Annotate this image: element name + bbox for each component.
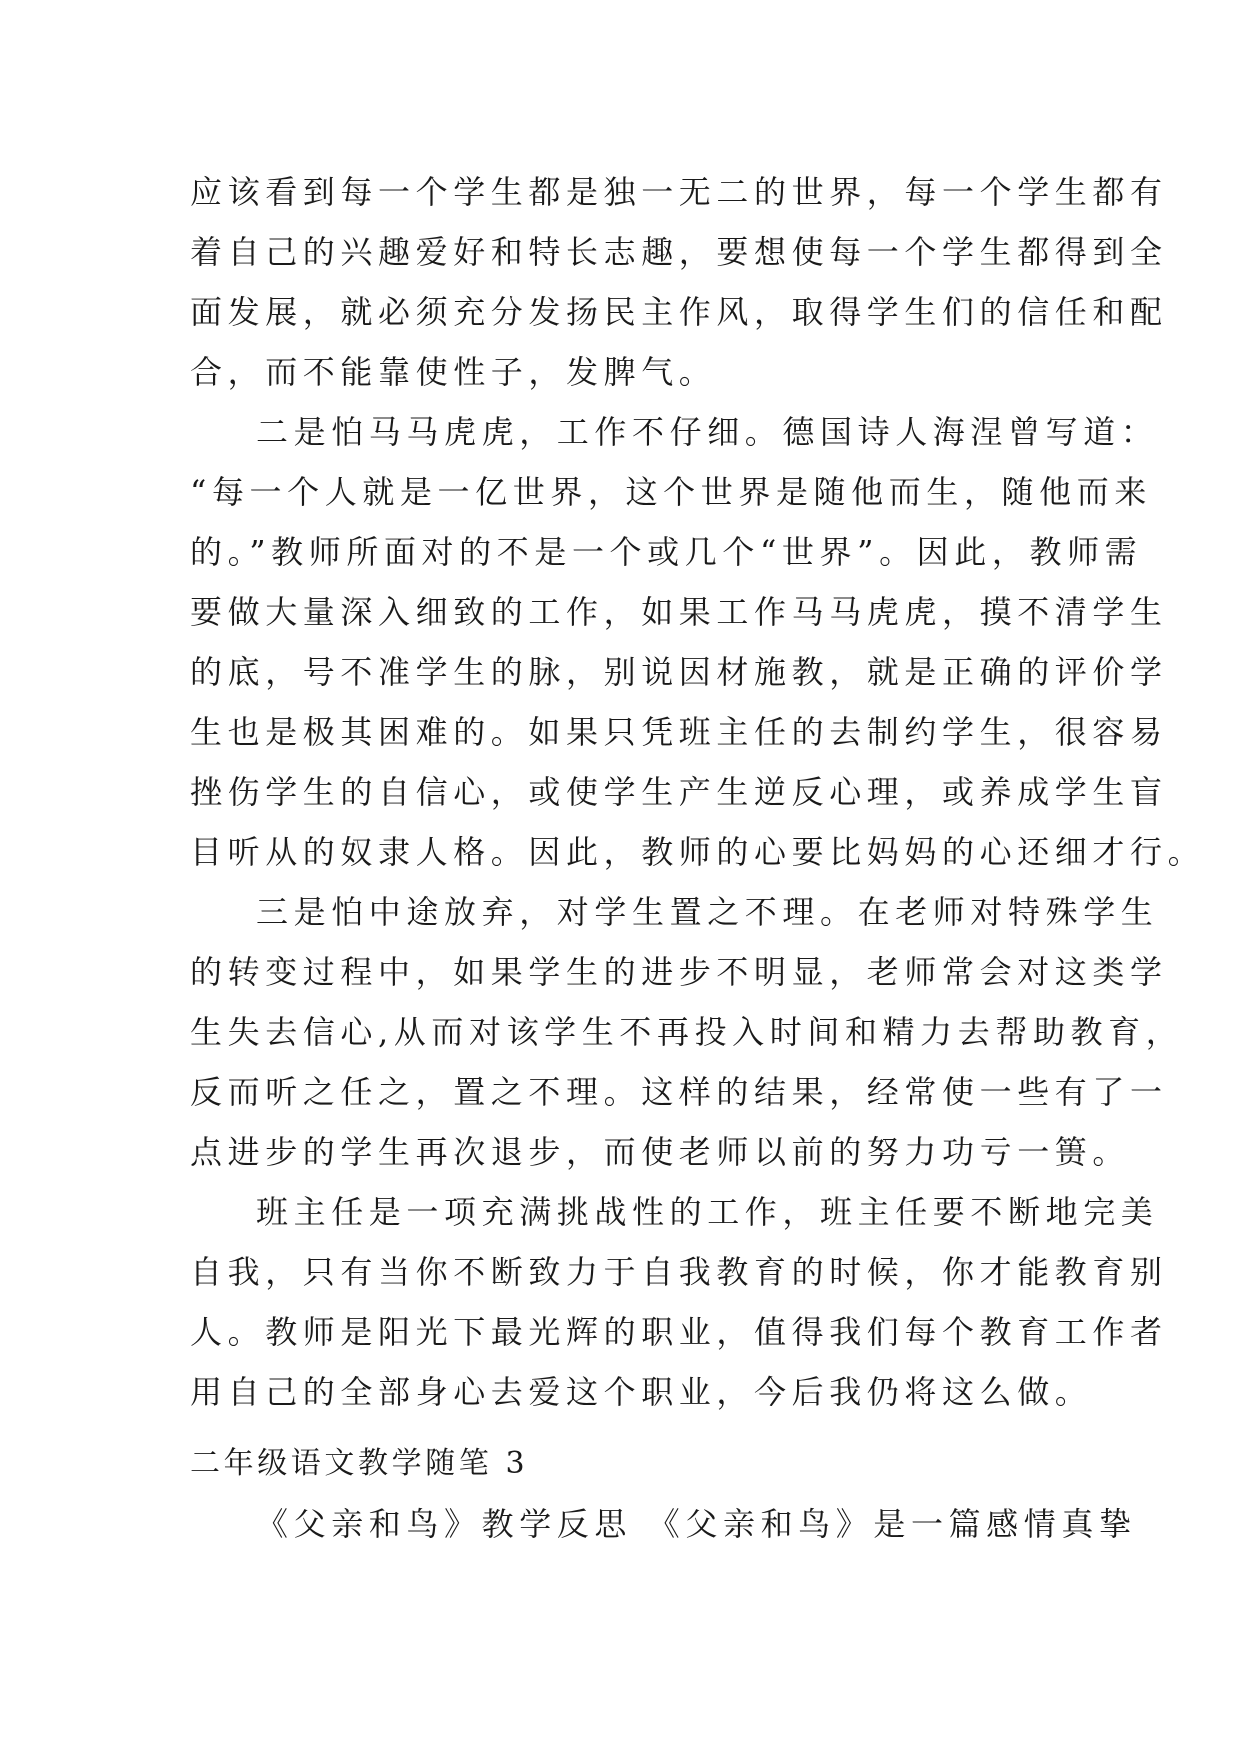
text-line: 面发展，就必须充分发扬民主作风，取得学生们的信任和配 xyxy=(190,293,1168,331)
section-heading: 二年级语文教学随笔 3 xyxy=(190,1446,529,1481)
text-line: 点进步的学生再次退步，而使老师以前的努力功亏一篑。 xyxy=(190,1133,1131,1171)
text-line: 应该看到每一个学生都是独一无二的世界，每一个学生都有 xyxy=(190,173,1168,211)
text-line: 用自己的全部身心去爱这个职业，今后我仍将这么做。 xyxy=(190,1373,1093,1411)
text-line: 要做大量深入细致的工作，如果工作马马虎虎，摸不清学生 xyxy=(190,593,1168,631)
text-line: 反而听之任之，置之不理。这样的结果，经常使一些有了一 xyxy=(190,1073,1168,1111)
section-body xyxy=(190,1494,1137,1554)
text-line: 自我，只有当你不断致力于自我教育的时候，你才能教育别 xyxy=(190,1253,1168,1291)
paragraph-start-line: 二是怕马马虎虎，工作不仔细。德国诗人海涅曾写道： xyxy=(256,413,1159,451)
document-body xyxy=(190,162,1206,1422)
text-line: 的转变过程中，如果学生的进步不明显，老师常会对这类学 xyxy=(190,953,1168,991)
text-line: 着自己的兴趣爱好和特长志趣，要想使每一个学生都得到全 xyxy=(190,233,1168,271)
text-line: 生失去信心,从而对该学生不再投入时间和精力去帮助教育， xyxy=(190,1013,1184,1051)
text-line: 目听从的奴隶人格。因此，教师的心要比妈妈的心还细才行。 xyxy=(190,833,1206,871)
text-line: 合，而不能靠使性子，发脾气。 xyxy=(190,353,717,391)
text-line: “每一个人就是一亿世界，这个世界是随他而生，随他而来 xyxy=(190,473,1152,511)
text-line: 的底，号不准学生的脉，别说因材施教，就是正确的评价学 xyxy=(190,653,1168,691)
paragraph-start-line: 班主任是一项充满挑战性的工作，班主任要不断地完美 xyxy=(256,1193,1159,1231)
text-line: 的。”教师所面对的不是一个或几个“世界”。因此，教师需 xyxy=(190,533,1143,571)
text-line: 人。教师是阳光下最光辉的职业，值得我们每个教育工作者 xyxy=(190,1313,1168,1351)
text-line: 挫伤学生的自信心，或使学生产生逆反心理，或养成学生盲 xyxy=(190,773,1168,811)
paragraph-start-line: 《父亲和鸟》教学反思 《父亲和鸟》是一篇感情真挚 xyxy=(256,1505,1137,1543)
text-line: 生也是极其困难的。如果只凭班主任的去制约学生，很容易 xyxy=(190,713,1168,751)
paragraph-start-line: 三是怕中途放弃，对学生置之不理。在老师对特殊学生 xyxy=(256,893,1159,931)
